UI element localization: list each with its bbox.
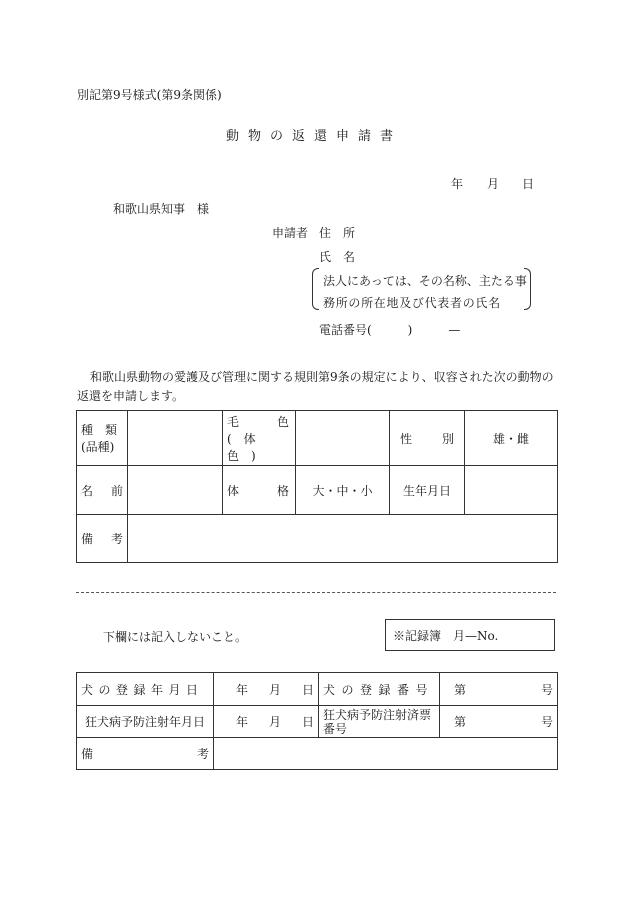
reg-no-dai-go [444,681,553,698]
applicant-name: 氏 名 [319,250,356,264]
registry-remarks-label [77,738,214,770]
fur-value[interactable] [296,411,390,466]
vacc-year: 年 [236,715,249,729]
vacc-dai: 第 [454,715,467,729]
remarks-label-b: 考 [110,532,123,546]
registry-remarks-value[interactable] [214,738,558,770]
name-value[interactable] [128,466,223,515]
remarks-label-cell [77,515,128,563]
vacc-date-ymd [218,713,314,730]
applicant-address: 住 所 [319,226,356,240]
left-brace [312,268,319,310]
reg-go: 号 [540,682,553,697]
right-brace [524,268,531,310]
sex-label-cell [390,411,465,466]
animal-row-2 [77,466,558,515]
build-label-cell [223,466,296,515]
animal-table [76,410,558,563]
build-value[interactable]: 大・中・小 [296,466,390,515]
page-title: 動物の返還申請書 [226,129,403,144]
applicant-label: 申請者 [272,226,309,240]
remarks-label-a: 備 [81,532,94,546]
fur-label-b: 色 [276,414,289,429]
reg-no-value[interactable] [440,673,558,706]
vacc-no-label [319,706,440,738]
registry-remarks-text [81,745,209,762]
registry-remarks-a: 備 [81,747,94,761]
reg-no-label [319,673,440,706]
registry-row-2 [77,706,558,738]
name-label-a: 名 [81,483,94,498]
corp-note-line1: 法人にあっては、その名称、主たる事 [323,274,527,288]
sex-label [394,430,460,447]
vacc-go: 号 [540,715,553,729]
fur-label [227,413,291,430]
animal-row-1 [77,411,558,466]
vacc-no-value[interactable] [440,706,558,738]
kind-label [81,421,123,438]
kind-label-cell [77,411,128,466]
registry-remarks-b: 考 [196,747,209,761]
build-label [227,482,291,499]
reg-day: 日 [301,682,314,697]
date-year: 年 [451,177,464,191]
body-text-line2: 返還を申請します。 [77,389,185,403]
name-label-cell [77,466,128,515]
vacc-date-value[interactable] [214,706,319,738]
sex-label-a: 性 [400,431,413,446]
vacc-month: 月 [268,715,281,729]
cut-line [76,592,556,593]
reg-date-value[interactable] [214,673,319,706]
date-day: 日 [522,177,535,191]
sex-value[interactable]: 雄・雌 [465,411,558,466]
form-number: 別記第9号様式(第9条関係) [77,88,222,102]
animal-row-3 [77,515,558,563]
registry-row-1 [77,673,558,706]
reg-month: 月 [268,682,281,697]
birth-value[interactable] [465,466,558,515]
body-text-line1: 和歌山県動物の愛護及び管理に関する規則第9条の規定により、収容された次の動物の [90,370,554,384]
fur-sub-label: ( 体 色 ) [227,431,268,463]
kind-value[interactable] [128,411,223,466]
corp-note-line2: 務所の所在地及び代表者の氏名 [323,296,501,310]
reg-date-text: 犬の登録年月日 [81,682,204,697]
name-label [81,482,123,499]
kind-label-text: 種 類 [81,423,118,437]
build-label-b: 格 [276,483,289,498]
build-label-a: 体 [227,483,240,498]
sex-label-b: 別 [441,431,454,446]
date-month: 月 [487,177,500,191]
registry-table [76,672,558,770]
applicant-phone: 電話番号( ) — [319,323,461,337]
vacc-no-text2: 番号 [323,721,348,736]
remarks-label [81,530,123,547]
fur-label-cell [223,411,296,466]
record-box: ※記録簿 月—No. [385,619,555,651]
reg-no-text: 犬の登録番号 [323,682,435,697]
addressee: 和歌山県知事 様 [113,202,210,216]
vacc-no-dai-go [444,713,553,730]
reg-date-ymd [218,681,314,698]
registry-row-3 [77,738,558,770]
reg-date-label [77,673,214,706]
remarks-value[interactable] [128,515,558,563]
vacc-day: 日 [301,715,314,729]
office-instruction: 下欄には記入しないこと。 [103,630,248,644]
name-label-b: 前 [110,483,123,498]
vacc-date-label: 狂犬病予防注射年月日 [77,706,214,738]
vacc-no-text1: 狂犬病予防注射済票 [323,707,432,722]
fur-label-a: 毛 [227,414,240,429]
kind-sub-label: (品種) [81,440,115,454]
birth-label: 生年月日 [390,466,465,515]
reg-year: 年 [236,682,249,697]
reg-dai: 第 [454,682,467,697]
